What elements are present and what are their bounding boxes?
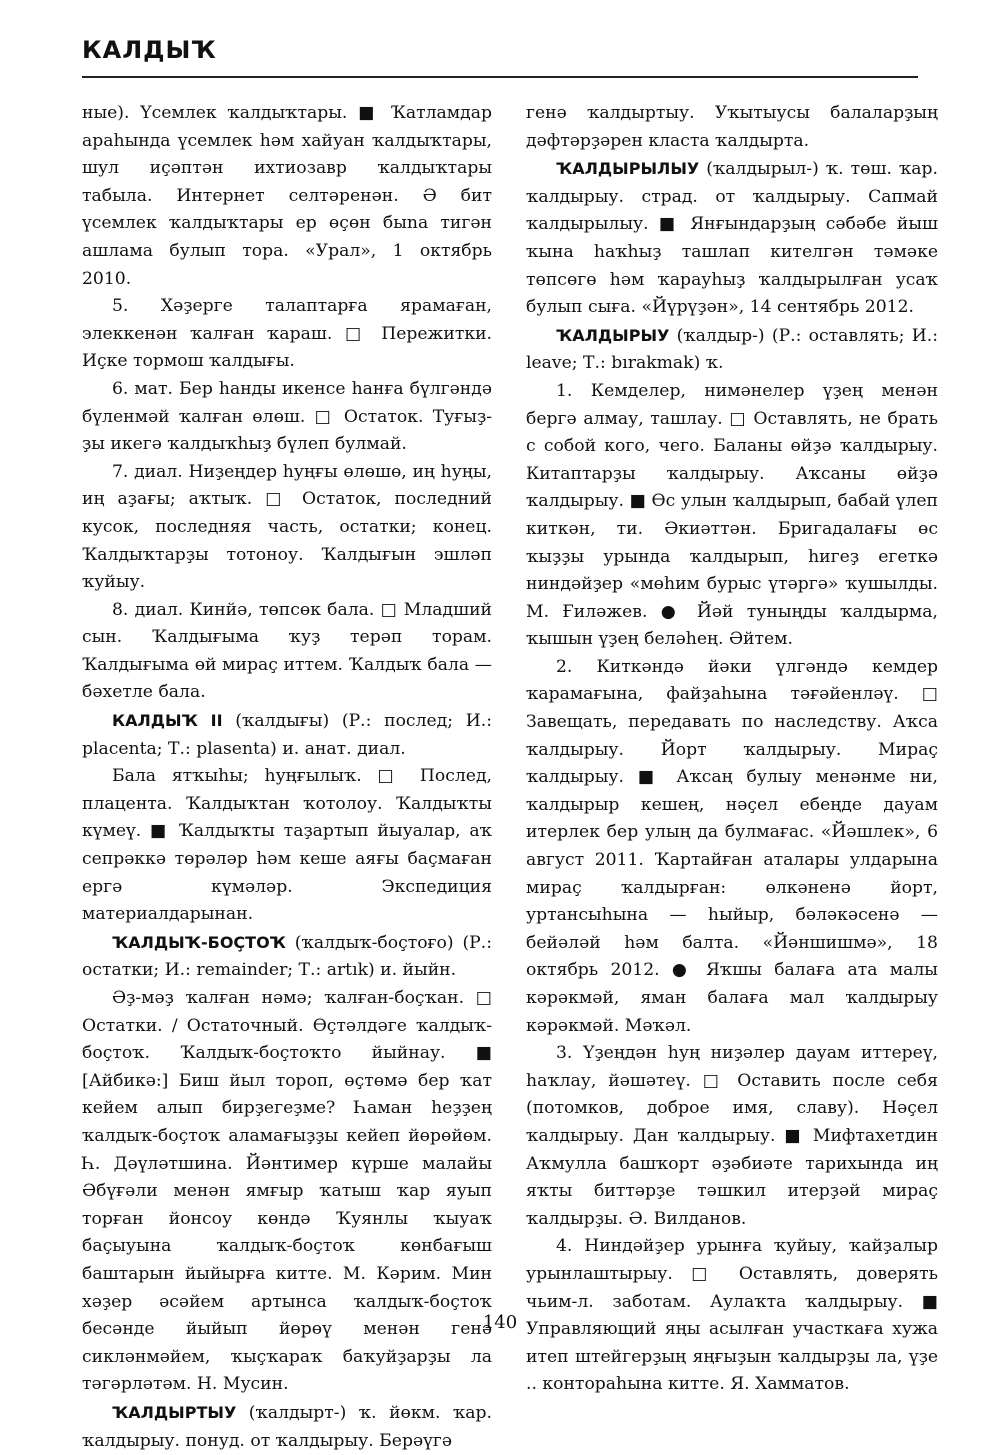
sense-paragraph: 2. Киткәндә йәки үлгәндә кемдер ҡарамағына, файҙаһына тәғәйенләү. □ Завещать, передавать по наследству. Аҡса ҡалдырыу. Йорт ҡалдырыу. Мираҫ ҡалдырыу. ■ Аҡсаң булыу менәнме ни, ҡалдырыр кешең, нәҫел ебеңде дауам итерлек бер улың да булмағас. «Йәшлек», 6 август 2011. Ҡартайған аталары улдарына мираҫ ҡалдырған: өлкәненә йорт, уртансыһына — һыйыр, бәләкәсенә — бейәләй һәм балта. «Йәншишмә», 18 октябрь 2012. ● Яҡшы балаға ата малы кәрәкмәй, яман балаға мал ҡалдырыу кәрәкмәй. Мәҡәл. [526, 656, 938, 1036]
continued-paragraph: ные). Үсемлек ҡалдыҡтары. ■ Ҡатламдар араһында үсемлек һәм хайуан ҡалдыҡтары, шул иҫәптән ихтиозавр ҡалдыҡтары табыла. Интернет селтәренән. Ә бит үсемлек ҡалдыҡтары ер өҫөн быna тигән ашлама булып тора. «Урал», 1 октябрь 2010. [82, 103, 492, 289]
entry-headword: ҠАЛДЫРЫЛЫУ [556, 159, 700, 179]
entry-headword: ҠАЛДЫРЫУ [556, 325, 670, 345]
dictionary-entry [82, 1399, 492, 1455]
sense-paragraph: Әҙ-мәҙ ҡалған нәмә; ҡалған-боҫҡан. □ Остатки. / Остаточный. Өҫтәлдәге ҡалдыҡ-боҫтоҡ. Ҡалдыҡ-боҫтоҡто йыйнау. ■ [Айбикә:] Биш йыл тороп, өҫтөмә бер ҡат кейем алып бирҙегеҙме? Һаман һеҙҙең ҡалдыҡ-боҫтоҡ аламағыҙҙы кейеп йөрөйөм. Һ. Дәүләтшина. Йәнтимер күрше малайы Әбүғәли менән ямғыр ҡатыш ҡар яуып торған йонсоу көндә Ҡуянлы ҡыуаҡ баҫыуына ҡалдыҡ-боҫтоҡ көнбағыш баштарын йыйырға китте. М. Кәрим. Мин хәҙер әсәйем артынса ҡалдыҡ-боҫтоҡ бесәнде йыйып йөрөү менән генә сикләнмәйем, ҡыҫҡараҡ баҡуйҙарҙы ла тәгәрләтәм. Н. Мусин. [82, 988, 492, 1395]
sense-paragraph: Бала ятҡыһы; һуңғылыҡ. □ Послед, плацента. Ҡалдыҡтан ҡотолоу. Ҡалдыҡты күмеү. ■ Ҡалдыҡты таҙартып йыуалар, аҡ сепрәккә төрәләр һәм кеше аяғы баҫмаған ергә күмәләр. Экспедиция материалдарынан. [82, 766, 492, 925]
dictionary-entry [526, 322, 938, 378]
right-column [526, 100, 938, 1399]
left-column [82, 100, 492, 1455]
sense-paragraph: 3. Үҙеңдән һуң ниҙәлер дауам иттереү, һаҡлау, йәшәтеү. □ Оставить после себя (потомков, доброе имя, славу). Нәҫел ҡалдырыу. Дан ҡалдырыу. ■ Мифтахетдин Аҡмулла башҡорт әҙәбиәте тарихында иң яҡты биттәрҙе тәшкил итерҙәй мираҫ ҡалдырҙы. Ә. Вилданов. [526, 1043, 938, 1229]
page-number: 140 [482, 1312, 518, 1333]
sense-paragraph: 8. диал. Кинйә, төпсөк бала. □ Младший сын. Ҡалдығыма ҡуҙ терәп торам. Ҡалдығыма өй мираҫ иттем. Ҡалдыҡ бала — бәхетле бала. [82, 599, 492, 703]
continued-paragraph: генә ҡалдыртыу. Уҡытыусы балаларҙың дәфтәрҙәрен класта ҡалдырта. [526, 103, 938, 151]
dictionary-entry [526, 155, 938, 322]
entry-definition: (ҡалдыҡ-боҫтоғо) (Р.: остатки; И.: remainder; Т.: artık) и. йыйн. [82, 932, 492, 981]
entry-headword: ҠАЛДЫҠ-БОҪТОҠ [112, 932, 286, 952]
entry-definition: (ҡалдырт-) ҡ. йөкм. ҡар. ҡалдырыу. понуд. от ҡалдырыу. Берәүгә [82, 1402, 492, 1451]
sense-paragraph: 7. диал. Ниҙеңдер һуңғы өлөшө, иң һуңы, иң аҙағы; аҡтыҡ. □ Остаток, последний кусок, последняя часть, остатки; конец. Ҡалдыҡтарҙы тотоноу. Ҡалдығын эшләп ҡуйыу. [82, 461, 492, 593]
sense-paragraph: 1. Кемделер, нимәнелер үҙең менән бергә алмау, ташлау. □ Оставлять, не брать с собой кого, чего. Баланы өйҙә ҡалдырыу. Китаптарҙы ҡалдырыу. Аҡсаны өйҙә ҡалдырыу. ■ Өс улын ҡалдырып, бабай үлеп киткән, ти. Әкиәттән. Бригадалағы өс ҡыҙҙы урында ҡалдырып, һигеҙ егеткә ниндәйҙер «мөһим бурыс үтәргә» ҡушылды. М. Ғиләжев. ● Йәй туныңды ҡалдырма, ҡышын үҙең беләһең. Әйтем. [526, 380, 938, 650]
sense-paragraph: 5. Хәҙерге талаптарға ярамаған, элеккенән ҡалған ҡараш. □ Пережитки. Иҫке тормош ҡалдығы. [82, 296, 492, 372]
sense-paragraph: 6. мат. Бер һанды икенсе һанға бүлгәндә бүленмәй ҡалған өлөш. □ Остаток. Туғыҙ-ҙы икегә ҡалдыҡһыҙ бүлеп булмай. [82, 378, 492, 455]
sense-paragraph: 4. Ниндәйҙер урынға ҡуйыу, ҡайҙалыр урынлаштырыу. □ Оставлять, доверять чьим-л. заботам. Аулаҡта ҡалдырыу. ■ Управляющий яңы асылған участкаға хужа итеп штейгерҙың яңғыҙын ҡалдырҙы ла, үҙе .. контораһына китте. Я. Хамматов. [526, 1236, 938, 1395]
entry-definition: (ҡалдырыл-) ҡ. төш. ҡар. ҡалдырыу. страд. от ҡалдырыу. Сапмай ҡалдырылыу. ■ Янғындарҙың сәбәбе йыш ҡына һаҡһыҙ ташлап кителгән тәмәке төпсөгө һәм ҡарауһыҙ ҡалдырылған усаҡ булып сыға. «Йүрүҙән», 14 сентябрь 2012. [526, 159, 938, 318]
entry-definition: (ҡалдығы) (Р.: послед; И.: placenta; Т.: plasenta) и. анат. диал. [82, 711, 493, 759]
running-head: КАЛДЫҠ [82, 36, 217, 64]
entry-definition: (ҡалдыр-) (Р.: оставлять; И.: leave; Т.: bırakmak) ҡ. [526, 325, 938, 374]
dictionary-entry [82, 707, 492, 763]
header-divider [82, 76, 918, 78]
entry-headword: ҠАЛДЫРТЫУ [112, 1402, 237, 1422]
entry-headword: КАЛДЫҠ II [112, 711, 223, 731]
dictionary-entry [82, 929, 492, 985]
